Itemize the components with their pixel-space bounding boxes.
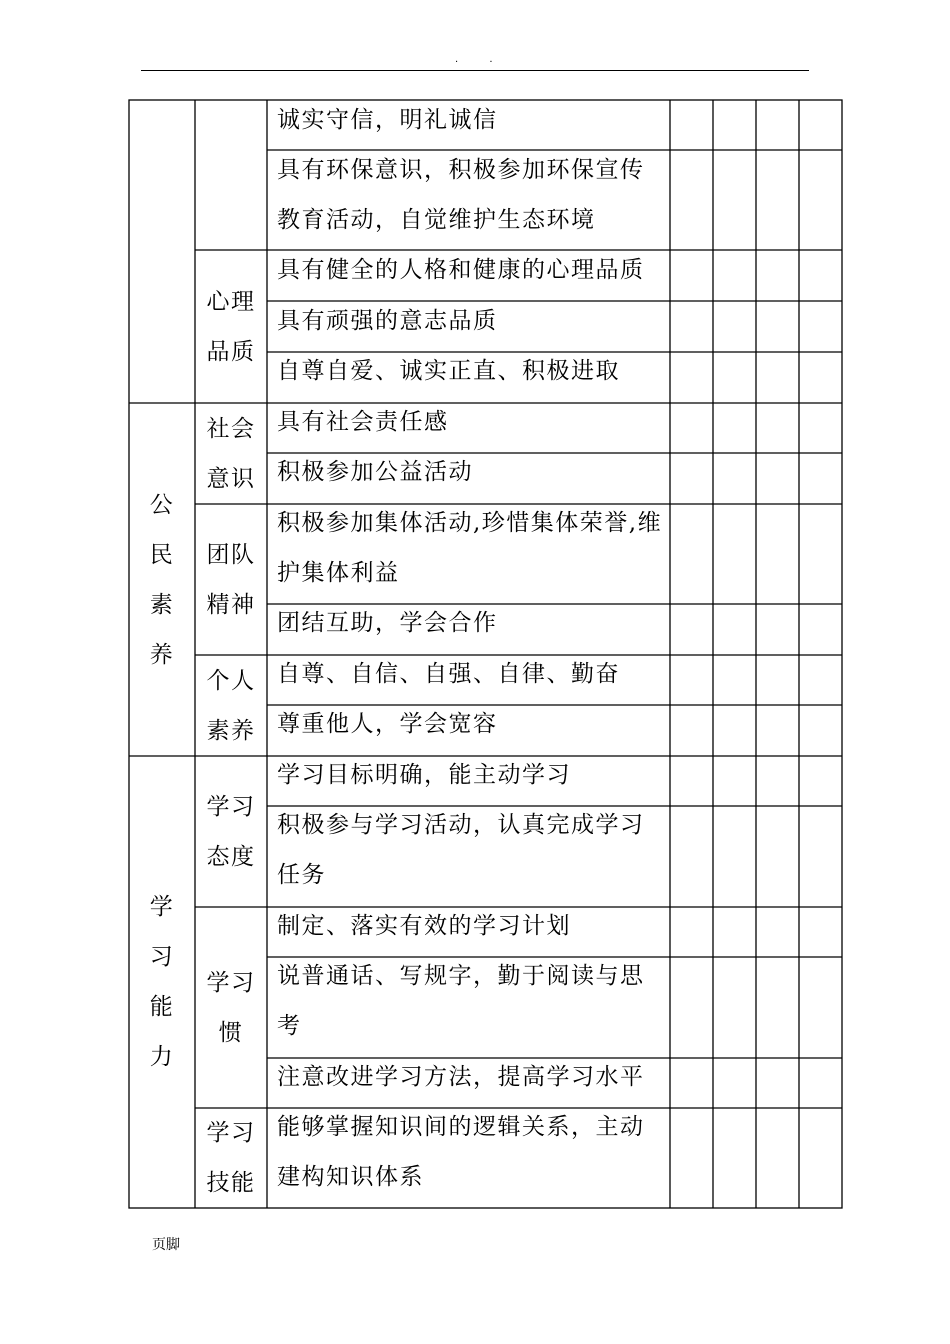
- subcategory-cell: [195, 907, 267, 1108]
- subcategory-cell: [195, 1108, 267, 1208]
- item-cell: [267, 346, 670, 402]
- subcategory-cell: [195, 756, 267, 907]
- item-text: 积极参加集体活动,珍惜集体荣誉,维护集体利益: [277, 510, 663, 586]
- item-cell: [267, 1052, 670, 1108]
- item-text: 制定、落实有效的学习计划: [277, 913, 571, 939]
- subcategory-label: 学习惯: [206, 969, 256, 1046]
- item-text: 能够掌握知识间的逻辑关系，主动建构知识体系: [277, 1114, 645, 1190]
- item-cell: [267, 498, 670, 604]
- item-text: 积极参与学习活动，认真完成学习任务: [277, 812, 645, 888]
- item-cell: [267, 145, 670, 250]
- page-footer: 页脚: [152, 1237, 180, 1253]
- subcategory-label: 团队精神: [206, 541, 256, 618]
- item-text: 诚实守信，明礼诚信: [277, 107, 498, 133]
- subcategory-cell: [195, 504, 267, 655]
- item-cell: [267, 800, 670, 906]
- item-cell: [267, 901, 670, 957]
- subcategory-label: 学习态度: [206, 793, 256, 870]
- item-text: 自尊自爱、诚实正直、积极进取: [277, 358, 620, 384]
- item-text: 自尊、自信、自强、自律、勤奋: [277, 661, 620, 687]
- item-cell: [267, 245, 670, 301]
- category-cell-learning: [129, 756, 195, 1208]
- category-label: 学习能力: [149, 894, 175, 1070]
- item-cell: [267, 750, 670, 806]
- category-label: 公民素养: [149, 491, 175, 668]
- item-text: 具有环保意识，积极参加环保宣传教育活动，自觉维护生态环境: [277, 157, 645, 233]
- category-cell-civic: [129, 403, 195, 756]
- item-text: 具有顽强的意志品质: [277, 308, 498, 334]
- item-text: 积极参加公益活动: [277, 459, 473, 485]
- subcategory-cell: [195, 655, 267, 756]
- item-cell: [267, 397, 670, 453]
- header-dots: . .: [455, 54, 507, 65]
- item-cell: [267, 95, 670, 150]
- item-text: 尊重他人，学会宽容: [277, 711, 498, 737]
- item-text: 团结互助，学会合作: [277, 610, 498, 636]
- item-cell: [267, 296, 670, 352]
- item-text: 注意改进学习方法，提高学习水平: [277, 1064, 645, 1090]
- subcategory-label: 心理品质: [206, 288, 256, 365]
- item-text: 学习目标明确，能主动学习: [277, 762, 571, 788]
- item-cell: [267, 649, 670, 705]
- item-cell: [267, 1102, 670, 1208]
- subcategory-label: 社会意识: [206, 415, 256, 492]
- subcategory-label: 个人素养: [206, 667, 256, 744]
- item-cell: [267, 699, 670, 755]
- item-text: 说普通话、写规字，勤于阅读与思考: [277, 963, 645, 1039]
- subcategory-label: 学习技能: [206, 1120, 256, 1196]
- item-cell: [267, 447, 670, 503]
- item-text: 具有社会责任感: [277, 409, 449, 435]
- item-cell: [267, 951, 670, 1057]
- item-text: 具有健全的人格和健康的心理品质: [277, 257, 645, 283]
- subcategory-cell: [195, 250, 267, 403]
- item-cell: [267, 598, 670, 654]
- subcategory-cell: [195, 403, 267, 504]
